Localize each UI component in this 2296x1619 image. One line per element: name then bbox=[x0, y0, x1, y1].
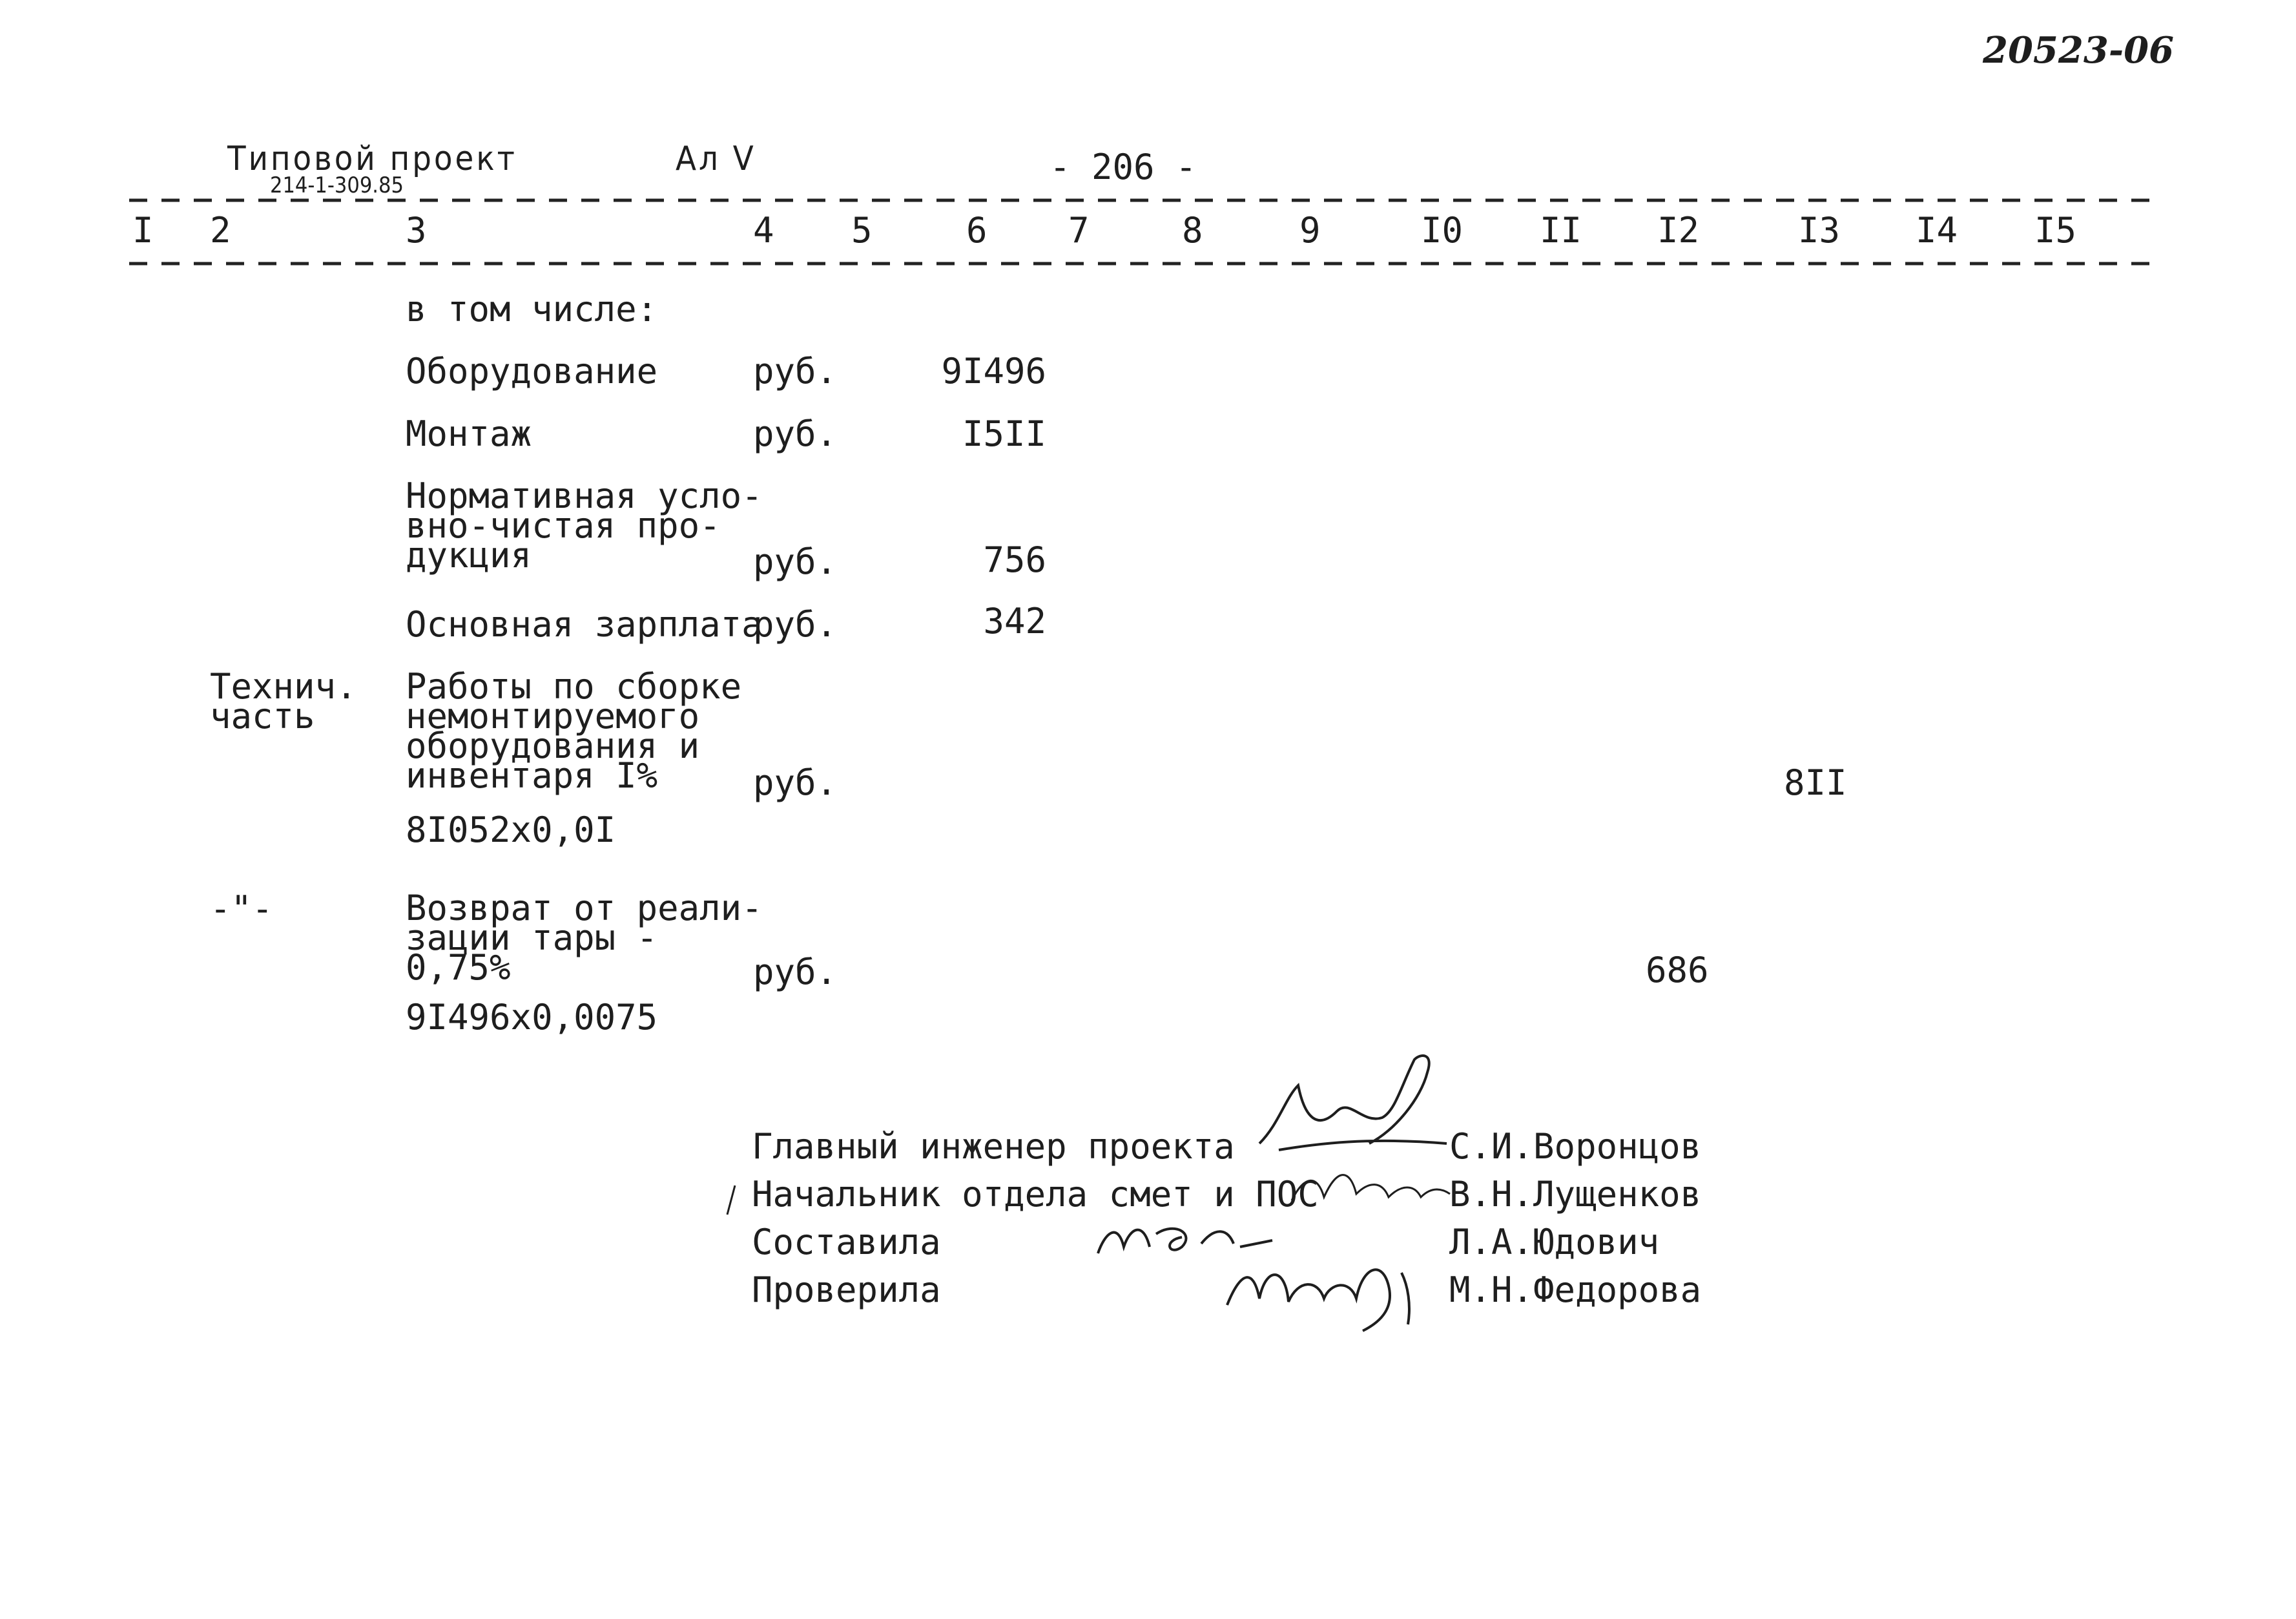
signature-scrawl-checked-by bbox=[1214, 1253, 1427, 1337]
header-bottom-rule bbox=[0, 257, 2296, 270]
col-header-3: 3 bbox=[406, 210, 427, 251]
signature-name-estimates-head: В.Н.Лущенков bbox=[1449, 1174, 1702, 1215]
salary-value: 342 bbox=[983, 601, 1046, 642]
normative-label: Нормативная усло- вно-чистая про- дукция bbox=[406, 475, 763, 576]
normative-value: 756 bbox=[983, 539, 1046, 580]
container-label: Возврат от реали- зации тары - 0,75% bbox=[406, 888, 763, 988]
project-stamp-album: Ал V bbox=[676, 140, 756, 178]
montage-unit: руб. bbox=[753, 413, 838, 454]
col-header-6: 6 bbox=[966, 210, 988, 251]
container-unit: руб. bbox=[753, 952, 838, 992]
assembly-unit: руб. bbox=[753, 762, 838, 803]
equipment-unit: руб. bbox=[753, 351, 838, 392]
normative-unit: руб. bbox=[753, 541, 838, 582]
signature-role-chief-engineer: Главный инженер проекта bbox=[752, 1126, 1235, 1167]
signature-scrawl-chief-engineer bbox=[1240, 1047, 1460, 1169]
col-header-4: 4 bbox=[753, 210, 774, 251]
container-formula: 9I496х0,0075 bbox=[406, 997, 658, 1038]
col-header-9: 9 bbox=[1299, 210, 1321, 251]
col-header-15: I5 bbox=[2034, 210, 2077, 251]
col-header-5: 5 bbox=[851, 210, 873, 251]
assembly-formula: 8I052х0,0I bbox=[406, 810, 616, 850]
project-stamp-number: 214-1-309.85 bbox=[270, 172, 404, 198]
margin-tick-mark bbox=[722, 1182, 741, 1221]
equipment-label: Оборудование bbox=[406, 351, 658, 392]
signature-name-checked-by: М.Н.Федорова bbox=[1449, 1269, 1702, 1310]
header-top-rule bbox=[0, 194, 2296, 207]
page-number: - 206 - bbox=[1050, 147, 1197, 187]
montage-value: I5II bbox=[962, 413, 1046, 454]
col-header-8: 8 bbox=[1182, 210, 1203, 251]
col-header-11: II bbox=[1540, 210, 1582, 251]
col-header-13: I3 bbox=[1798, 210, 1841, 251]
intro-text: в том числе: bbox=[406, 289, 658, 329]
signature-role-compiled-by: Составила bbox=[752, 1222, 941, 1262]
archive-number: 20523-06 bbox=[1983, 29, 2174, 72]
container-section: -"- bbox=[210, 888, 273, 929]
col-header-7: 7 bbox=[1068, 210, 1090, 251]
assembly-label: Работы по сборке немонтируемого оборудования и инвентаря I% bbox=[406, 666, 742, 796]
montage-label: Монтаж bbox=[406, 413, 532, 454]
signature-role-estimates-head: Начальник отдела смет и ПОС bbox=[752, 1174, 1319, 1215]
equipment-value: 9I496 bbox=[941, 351, 1046, 392]
signature-name-chief-engineer: С.И.Воронцов bbox=[1449, 1126, 1702, 1167]
signature-scrawl-estimates-head bbox=[1285, 1162, 1453, 1213]
container-value-col12: 686 bbox=[1646, 950, 1709, 990]
project-stamp-title: Типовой проект bbox=[227, 140, 517, 178]
salary-label: Основная зарплата bbox=[406, 604, 763, 645]
col-header-10: I0 bbox=[1421, 210, 1463, 251]
assembly-section: Технич. часть bbox=[210, 666, 357, 736]
salary-unit: руб. bbox=[753, 604, 838, 645]
assembly-value-col13: 8II bbox=[1784, 762, 1847, 803]
col-header-2: 2 bbox=[210, 210, 231, 251]
col-header-1: I bbox=[132, 210, 154, 251]
signature-role-checked-by: Проверила bbox=[752, 1269, 941, 1310]
signature-name-compiled-by: Л.А.Юдович bbox=[1449, 1222, 1660, 1262]
col-header-12: I2 bbox=[1657, 210, 1700, 251]
col-header-14: I4 bbox=[1916, 210, 1958, 251]
